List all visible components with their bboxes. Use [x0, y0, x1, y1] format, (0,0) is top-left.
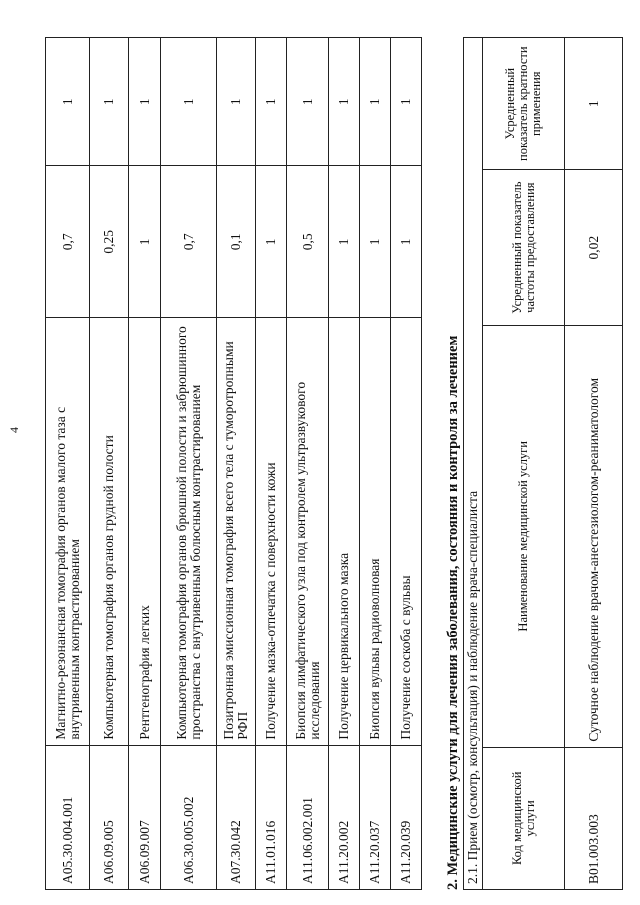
table-row	[129, 38, 161, 890]
cell-multiplicity: 1	[360, 38, 391, 166]
section-heading: 2. Медицинские услуги для лечения заболевания, состояния и контроля за лечением	[445, 335, 461, 890]
cell-code: A07.30.042	[217, 745, 256, 889]
cell-name: Позитронная эмиссионная томография всего тела с туморотропными РФП	[217, 318, 256, 745]
table-row	[46, 38, 90, 890]
cell-code: A06.09.007	[129, 745, 161, 889]
cell-frequency: 0,7	[46, 166, 90, 318]
cell-frequency: 1	[129, 166, 161, 318]
row-code: B01.003.003	[565, 747, 623, 889]
cell-name: Получение цервикального мазка	[329, 318, 360, 745]
table-row	[360, 38, 391, 890]
cell-code: A05.30.004.001	[46, 745, 90, 889]
cell-name: Получение соскоба с вульвы	[391, 318, 422, 745]
cell-multiplicity: 1	[329, 38, 360, 166]
rotated-page	[45, 15, 640, 890]
cell-name: Рентгенография легких	[129, 318, 161, 745]
cell-multiplicity: 1	[161, 38, 217, 166]
cell-frequency: 1	[360, 166, 391, 318]
table-row	[329, 38, 360, 890]
cell-multiplicity: 1	[256, 38, 287, 166]
header-multiplicity: Усредненный показатель кратности применения	[483, 38, 565, 170]
cell-name: Получение мазка-отпечатка с поверхности кожи	[256, 318, 287, 745]
table-row	[217, 38, 256, 890]
table-row	[161, 38, 217, 890]
cell-frequency: 1	[329, 166, 360, 318]
cell-frequency: 0,5	[287, 166, 329, 318]
row-name: Суточное наблюдение врачом-анестезиологом-реаниматологом	[565, 325, 623, 747]
table-row	[90, 38, 129, 890]
cell-name: Компьютерная томография органов грудной полости	[90, 318, 129, 745]
cell-name: Биопсия лимфатического узла под контролем ультразвукового исследования	[287, 318, 329, 745]
cell-code: A11.01.016	[256, 745, 287, 889]
cell-frequency: 0,25	[90, 166, 129, 318]
cell-multiplicity: 1	[391, 38, 422, 166]
page-number: 4	[7, 427, 21, 433]
table-row	[256, 38, 287, 890]
cell-code: A11.20.037	[360, 745, 391, 889]
cell-name: Магнитно-резонансная томография органов малого таза с внутривенным контрастированием	[46, 318, 90, 745]
table-row	[287, 38, 329, 890]
cell-multiplicity: 1	[46, 38, 90, 166]
cell-code: A11.20.002	[329, 745, 360, 889]
header-name: Наименование медицинской услуги	[483, 325, 565, 747]
services-table	[45, 37, 422, 890]
header-code: Код медицинской услуги	[483, 747, 565, 889]
cell-multiplicity: 1	[217, 38, 256, 166]
cell-multiplicity: 1	[129, 38, 161, 166]
treatment-services-table	[463, 37, 623, 890]
cell-code: A11.20.039	[391, 745, 422, 889]
cell-frequency: 0,1	[217, 166, 256, 318]
cell-code: A06.30.005.002	[161, 745, 217, 889]
cell-code: A11.06.002.001	[287, 745, 329, 889]
cell-multiplicity: 1	[287, 38, 329, 166]
header-frequency: Усредненный показатель частоты предоставления	[483, 170, 565, 325]
row-frequency: 0,02	[565, 170, 623, 325]
table-row	[391, 38, 422, 890]
cell-multiplicity: 1	[90, 38, 129, 166]
subsection-heading: 2.1. Прием (осмотр, консультация) и наблюдение врача-специалиста	[464, 38, 483, 890]
cell-name: Компьютерная томография органов брюшной полости и забрюшинного пространства с внутривенным болюсным контрастированием	[161, 318, 217, 745]
cell-code: A06.09.005	[90, 745, 129, 889]
cell-frequency: 0,7	[161, 166, 217, 318]
cell-name: Биопсия вульвы радиоволновая	[360, 318, 391, 745]
cell-frequency: 1	[256, 166, 287, 318]
cell-frequency: 1	[391, 166, 422, 318]
row-multiplicity: 1	[565, 38, 623, 170]
